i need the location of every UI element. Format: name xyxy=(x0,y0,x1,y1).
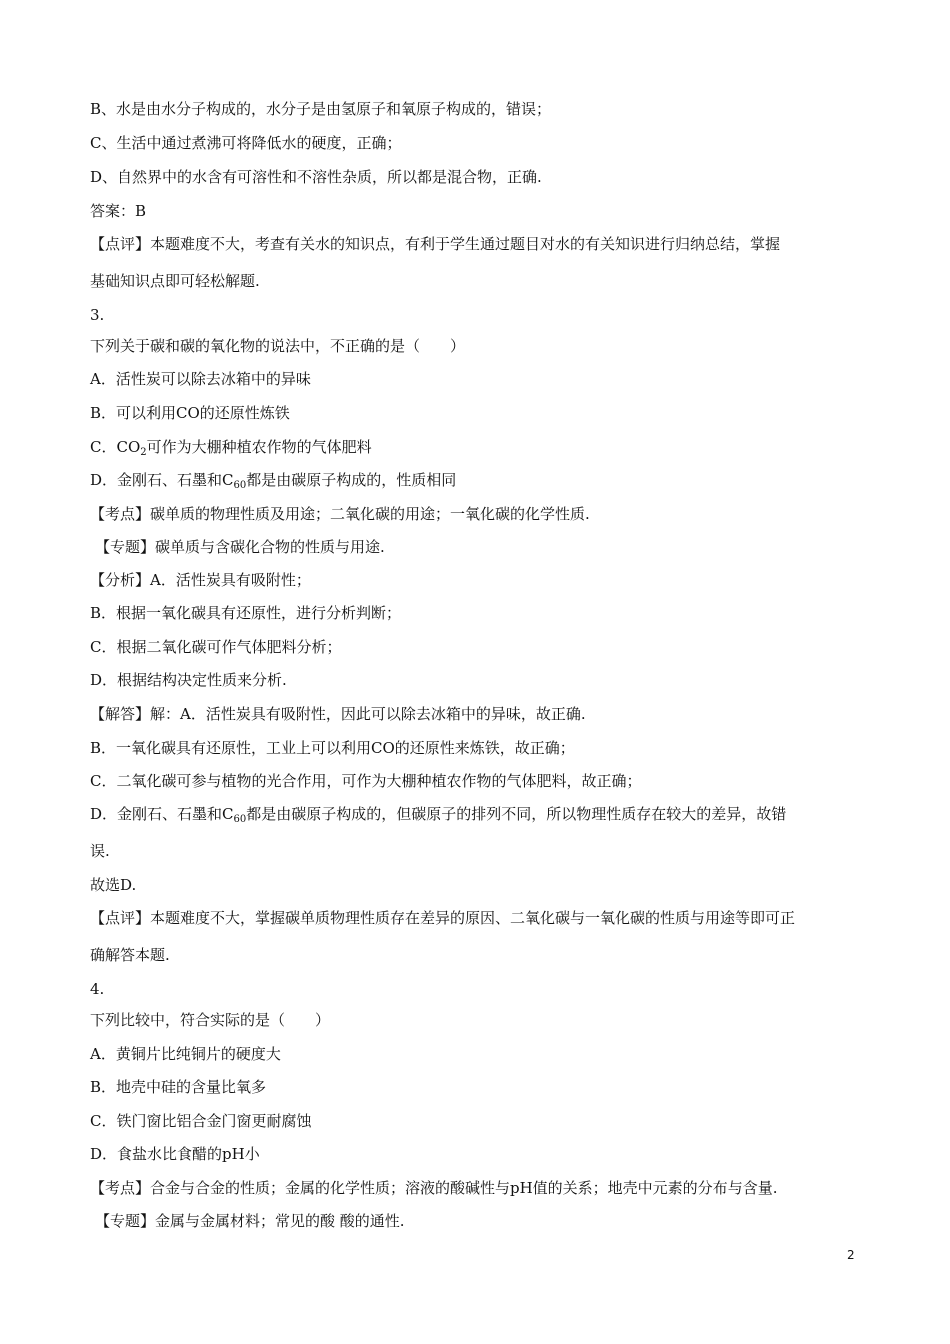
text-line: C．根据二氧化碳可作气体肥料分析； xyxy=(90,638,342,656)
text-line: 【分析】A．活性炭具有吸附性； xyxy=(90,571,311,589)
text-line: 【解答】解：A．活性炭具有吸附性，因此可以除去冰箱中的异味，故正确. xyxy=(90,705,586,723)
question-number: 4. xyxy=(90,980,105,998)
text-part: 可作为大棚种植农作物的气体肥料 xyxy=(146,438,372,456)
text-line: C、生活中通过煮沸可将降低水的硬度，正确； xyxy=(90,134,402,152)
question-number: 3. xyxy=(90,306,105,324)
text-line: 误. xyxy=(90,842,110,860)
option-c xyxy=(90,437,880,463)
text-part: 都是由碳原子构成的，性质相同 xyxy=(246,471,457,489)
text-line: 【专题】金属与金属材料；常见的酸 酸的通性. xyxy=(95,1212,405,1230)
question-stem: 下列关于碳和碳的氧化物的说法中，不正确的是（ ） xyxy=(90,337,466,355)
text-part: C．CO xyxy=(90,438,141,456)
option-d xyxy=(90,470,880,496)
subscript: 2 xyxy=(140,447,147,458)
text-line: D．根据结构决定性质来分析. xyxy=(90,671,287,689)
subscript: 60 xyxy=(233,814,247,825)
text-line: B．一氧化碳具有还原性，工业上可以利用CO的还原性来炼铁，故正确； xyxy=(90,739,575,757)
text-line: 基础知识点即可轻松解题. xyxy=(90,272,260,290)
text-line: 【考点】碳单质的物理性质及用途；二氧化碳的用途；一氧化碳的化学性质. xyxy=(90,505,590,523)
text-line: 答案：B xyxy=(90,202,147,220)
text-part: D．金刚石、石墨和C xyxy=(90,805,234,823)
text-part: 都是由碳原子构成的，但碳原子的排列不同，所以物理性质存在较大的差异，故错 xyxy=(246,805,787,823)
text-line: B、水是由水分子构成的，水分子是由氢原子和氧原子构成的，错误； xyxy=(90,100,552,118)
option-b: B．地壳中硅的含量比氧多 xyxy=(90,1078,267,1096)
text-part: D．金刚石、石墨和C xyxy=(90,471,234,489)
option-d: D．食盐水比食醋的pH小 xyxy=(90,1145,260,1163)
text-line: 确解答本题. xyxy=(90,946,170,964)
text-line: B．根据一氧化碳具有还原性，进行分析判断； xyxy=(90,604,402,622)
text-line: 【专题】碳单质与含碳化合物的性质与用途. xyxy=(95,538,385,556)
option-b: B．可以利用CO的还原性炼铁 xyxy=(90,404,290,422)
text-line: 故选D. xyxy=(90,876,137,894)
option-c: C．铁门窗比铝合金门窗更耐腐蚀 xyxy=(90,1112,312,1130)
text-line: C．二氧化碳可参与植物的光合作用，可作为大棚种植农作物的气体肥料，故正确； xyxy=(90,772,642,790)
subscript: 60 xyxy=(233,480,247,491)
text-line: 【点评】本题难度不大，考查有关水的知识点，有利于学生通过题目对水的有关知识进行归纳总结，掌握 xyxy=(90,235,781,253)
question-stem: 下列比较中，符合实际的是（ ） xyxy=(90,1011,331,1029)
text-line: 【点评】本题难度不大，掌握碳单质物理性质存在差异的原因、二氧化碳与一氧化碳的性质与用途等即可正 xyxy=(90,909,796,927)
option-a: A．活性炭可以除去冰箱中的异味 xyxy=(90,370,311,388)
text-line: D、自然界中的水含有可溶性和不溶性杂质，所以都是混合物，正确. xyxy=(90,168,542,186)
text-line: 【考点】合金与合金的性质；金属的化学性质；溶液的酸碱性与pH值的关系；地壳中元素的分布与含量. xyxy=(90,1179,778,1197)
option-a: A．黄铜片比纯铜片的硬度大 xyxy=(90,1045,281,1063)
text-line xyxy=(90,804,880,830)
page-number: 2 xyxy=(847,1248,855,1262)
